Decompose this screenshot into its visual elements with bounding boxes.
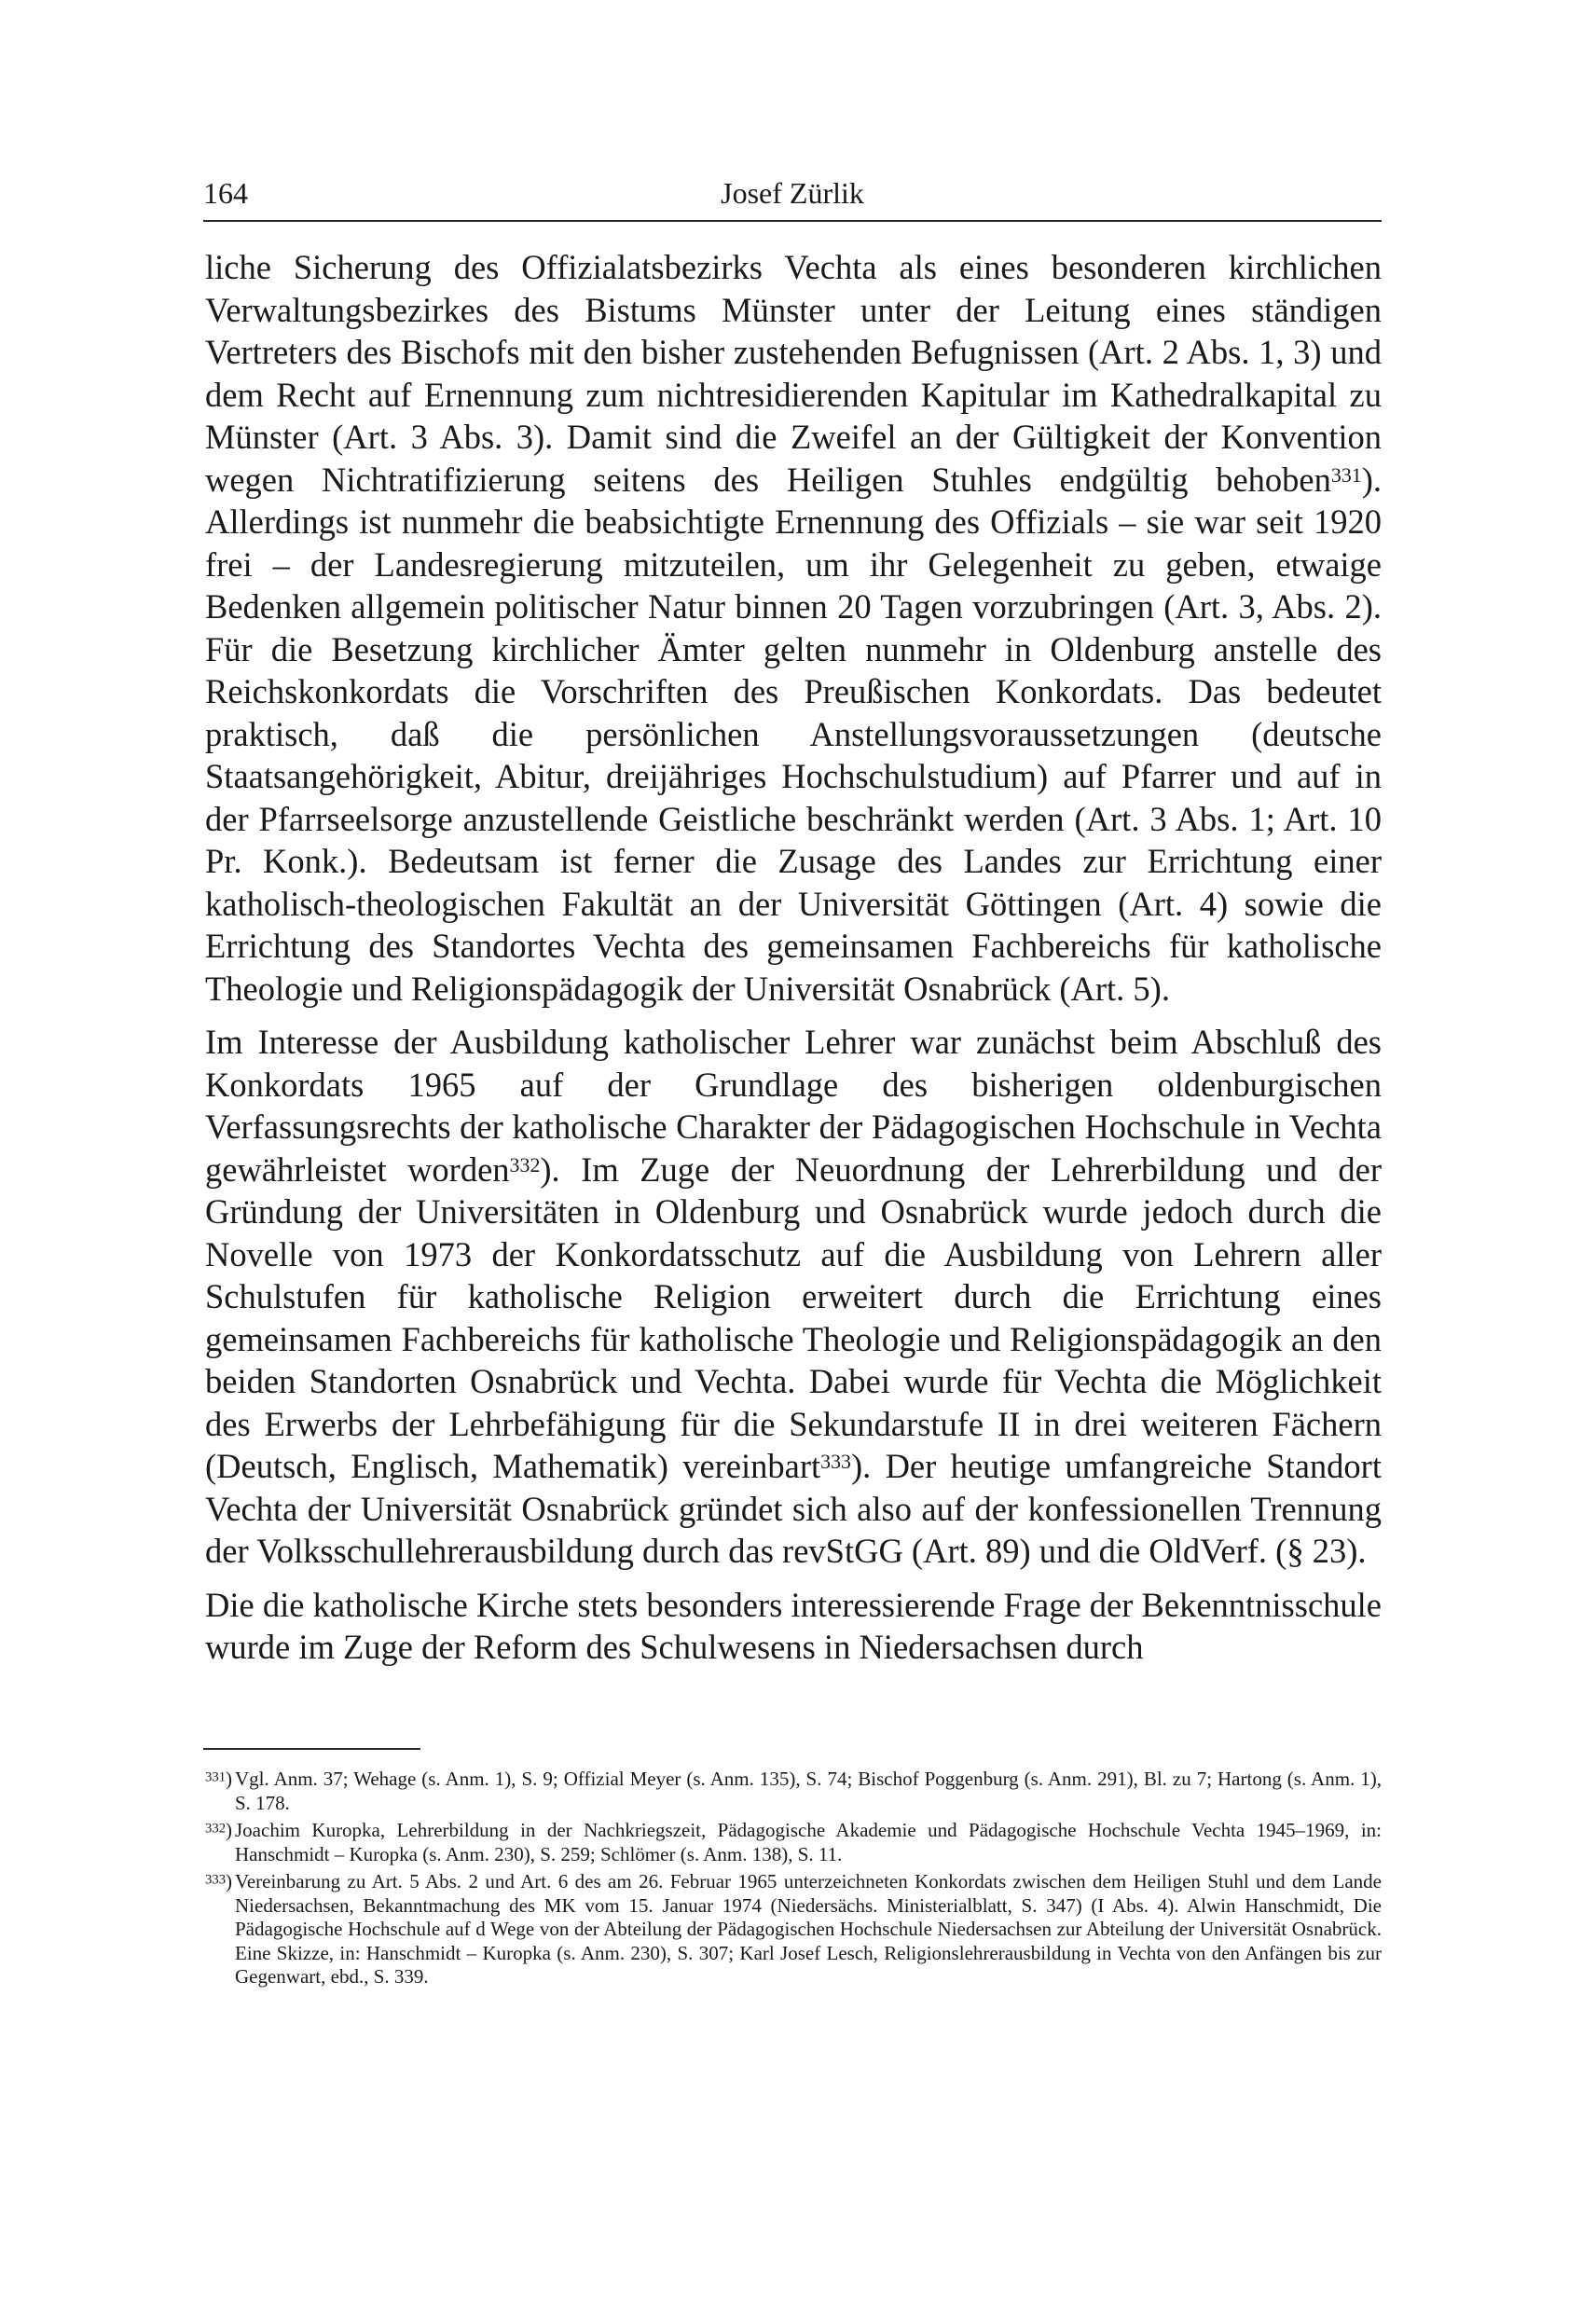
paragraph-text: Die die katholische Kirche stets besonders interessierende Frage der Bekenntnisschule wurde im Zuge der Reform des Schulwesens in Niedersachsen durch <box>205 1585 1382 1666</box>
page-number: 164 <box>203 176 248 210</box>
footnote-rule <box>203 1748 420 1750</box>
footnote-marker: $^{333}$) <box>205 1870 233 1892</box>
main-text <box>205 246 1382 1669</box>
footnote-reference[interactable]: 332 <box>509 1152 541 1177</box>
paragraph-text: ). Allerdings ist nunmehr die beabsichtigte Ernennung des Offizials – sie war seit 1920 frei – der Landesregierung mitzuteilen, um ihr Gelegenheit zu geben, etwaige Bedenken allgemein politischer Natur binnen 20 Tagen vorzubringen (Art. 3, Abs. 2). Für die Besetzung kirchlicher Ämter gelten nunmehr in Oldenburg anstelle des Reichskonkordats die Vorschriften des Preußischen Konkordats. Das bedeutet praktisch, daß die persönlichen Anstellungsvoraussetzungen (deutsche Staatsangehörigkeit, Abitur, dreijähriges Hochschulstudium) auf Pfarrer und auf in der Pfarrseelsorge anzustellende Geistliche beschränkt werden (Art. 3 Abs. 1; Art. 10 Pr. Konk.). Bedeutsam ist ferner die Zusage des Landes zur Errichtung einer katholisch-theologischen Fakultät an der Universität Göttingen (Art. 4) sowie die Errichtung des Standortes Vechta des gemeinsamen Fachbereichs für katholische Theologie und Religionspädagogik der Universität Osnabrück (Art. 5). <box>205 460 1382 1008</box>
footnote-number: 333 <box>205 1872 227 1888</box>
footnote <box>205 1768 1382 1815</box>
paragraph-text: Im Interesse der Ausbildung katholischer Lehrer war zunächst beim Abschluß des Konkordats 1965 auf der Grundlage des bisherigen oldenburgischen Verfassungsrechts der katholische Charakter der Pädagogischen Hochschule in Vechta gewährleistet worden <box>205 1023 1382 1189</box>
footnote-reference[interactable]: 333 <box>820 1450 851 1474</box>
footnote-number: 332 <box>205 1821 227 1837</box>
footnote-reference[interactable]: 331 <box>1330 462 1362 487</box>
footnote-text: Joachim Kuropka, Lehrerbildung in der Nachkriegszeit, Pädagogische Akademie und Pädagogische Hochschule Vechta 1945–1969, in: Hanschmidt – Kuropka (s. Anm. 230), S. 259; Schlömer (s. Anm. 138), S. 11. <box>235 1819 1382 1865</box>
footnote-text: Vgl. Anm. 37; Wehage (s. Anm. 1), S. 9; Offizial Meyer (s. Anm. 135), S. 74; Bischof Poggenburg (s. Anm. 291), Bl. zu 7; Hartong (s. Anm. 1), S. 178. <box>235 1768 1382 1814</box>
paragraph <box>205 1021 1382 1573</box>
paragraph <box>205 246 1382 1010</box>
running-title: Josef Zürlik <box>721 176 864 210</box>
running-head <box>203 170 1382 216</box>
footnote-marker: $^{331}$) <box>205 1768 233 1790</box>
footnote-marker: $^{332}$) <box>205 1819 233 1841</box>
footnote <box>205 1870 1382 1989</box>
footnote-number: 331 <box>205 1769 227 1785</box>
footnote <box>205 1819 1382 1866</box>
header-rule <box>203 220 1382 222</box>
paragraph-text: liche Sicherung des Offizialatsbezirks Vechta als eines besonderen kirchlichen Verwaltungsbezirkes des Bistums Münster unter der Leitung eines ständigen Vertreters des Bischofs mit den bisher zustehenden Befugnissen (Art. 2 Abs. 1, 3) und dem Recht auf Ernennung zum nichtresidierenden Kapitular im Kathedralkapital zu Münster (Art. 3 Abs. 3). Damit sind die Zweifel an der Gültigkeit der Konvention wegen Nichtratifizierung seitens des Heiligen Stuhles endgültig behoben <box>205 248 1382 499</box>
footnotes <box>205 1768 1382 1993</box>
paragraph <box>205 1584 1382 1669</box>
paragraph-text: ). Im Zuge der Neuordnung der Lehrerbildung und der Gründung der Universitäten in Oldenburg und Osnabrück wurde jedoch durch die Novelle von 1973 der Konkordatsschutz auf die Ausbildung von Lehrern aller Schulstufen für katholische Religion erweitert durch die Errichtung eines gemeinsamen Fachbereichs für katholische Theologie und Religionspädagogik an den beiden Standorten Osnabrück und Vechta. Dabei wurde für Vechta die Möglichkeit des Erwerbs der Lehrbefähigung für die Sekundarstufe II in drei weiteren Fächern (Deutsch, Englisch, Mathematik) vereinbart <box>205 1149 1382 1485</box>
footnote-text: Vereinbarung zu Art. 5 Abs. 2 und Art. 6 des am 26. Februar 1965 unterzeichneten Konkordats zwischen dem Heiligen Stuhl und dem Lande Niedersachsen, Bekanntmachung des MK vom 15. Januar 1974 (Niedersächs. Ministerialblatt, S. 347) (I Abs. 4). Alwin Hanschmidt, Die Pädagogische Hochschule auf d Wege von der Abteilung der Pädagogischen Hochschule Niedersachsen zur Abteilung der Universität Osnabrück. Eine Skizze, in: Hanschmidt – Kuropka (s. Anm. 230), S. 307; Karl Josef Lesch, Religionslehrerausbildung in Vechta von den Anfängen bis zur Gegenwart, ebd., S. 339. <box>235 1870 1382 1988</box>
paragraph-text: ). Der heutige umfangreiche Standort Vechta der Universität Osnabrück gründet sich also auf der konfessionellen Trennung der Volksschullehrerausbildung durch das revStGG (Art. 89) und die OldVerf. (§ 23). <box>205 1447 1382 1570</box>
